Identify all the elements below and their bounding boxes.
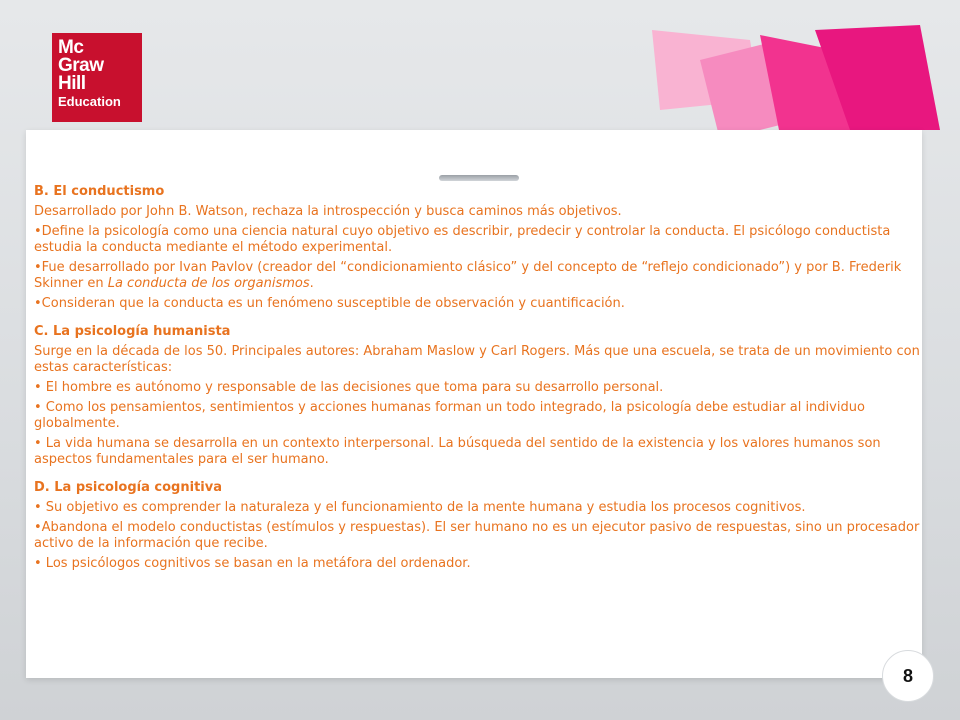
section-d-bullet-2: •Abandona el modelo conductistas (estímulos y respuestas). El ser humano no es un ejecutor pasivo de respuestas, sino un procesador activo de la información que recibe. [34,520,920,551]
section-d-heading: D. La psicología cognitiva [34,480,222,495]
section-b-bullet-2 [34,260,926,292]
section-c-intro: Surge en la década de los 50. Principales autores: Abraham Maslow y Carl Rogers. Más que una escuela, se trata de un movimiento con estas características: [34,344,920,375]
section-d-bullet-3: • Los psicólogos cognitivos se basan en la metáfora del ordenador. [34,556,471,571]
section-b-bullet-1: •Define la psicología como una ciencia natural cuyo objetivo es describir, predecir y controlar la conducta. El psicólogo conductista estudia la conducta mediante el método experimental. [34,224,891,255]
section-b-bullet-3: •Consideran que la conducta es un fenómeno susceptible de observación y cuantificación. [34,296,625,311]
section-d-bullet-1: • Su objetivo es comprender la naturaleza y el funcionamiento de la mente humana y estudia los procesos cognitivos. [34,500,806,515]
book-title: La conducta de los organismos [107,276,310,291]
page-number: 8 [882,650,934,702]
logo-line-1: Mc [58,37,84,58]
section-b-bullet-2-end: . [309,276,314,291]
section-b-intro: Desarrollado por John B. Watson, rechaza la introspección y busca caminos más objetivos. [34,204,622,219]
section-c-bullet-2: • Como los pensamientos, sentimientos y acciones humanas forman un todo integrado, la psicología debe estudiar al individuo globalmente. [34,400,865,431]
section-b-heading: B. El conductismo [34,184,165,199]
section-c-bullet-1: • El hombre es autónomo y responsable de las decisiones que toma para su desarrollo personal. [34,380,664,395]
section-c-heading: C. La psicología humanista [34,324,231,339]
slide-content [34,184,926,576]
section-c-bullet-3: • La vida humana se desarrolla en un contexto interpersonal. La búsqueda del sentido de la existencia y los valores humanos son aspectos fundamentales para el ser humano. [34,436,881,467]
mcgraw-hill-logo [52,33,142,122]
logo-line-2: Graw [58,55,104,76]
section-b-bullet-2-text: •Fue desarrollado por Ivan Pavlov (creador del “condicionamiento clásico” y del concepto de “reflejo condicionado”) y por B. Frederik Skinner en [34,260,902,291]
panel-handle [439,175,519,181]
logo-line-3: Hill [58,73,86,94]
logo-line-4: Education [58,94,121,109]
